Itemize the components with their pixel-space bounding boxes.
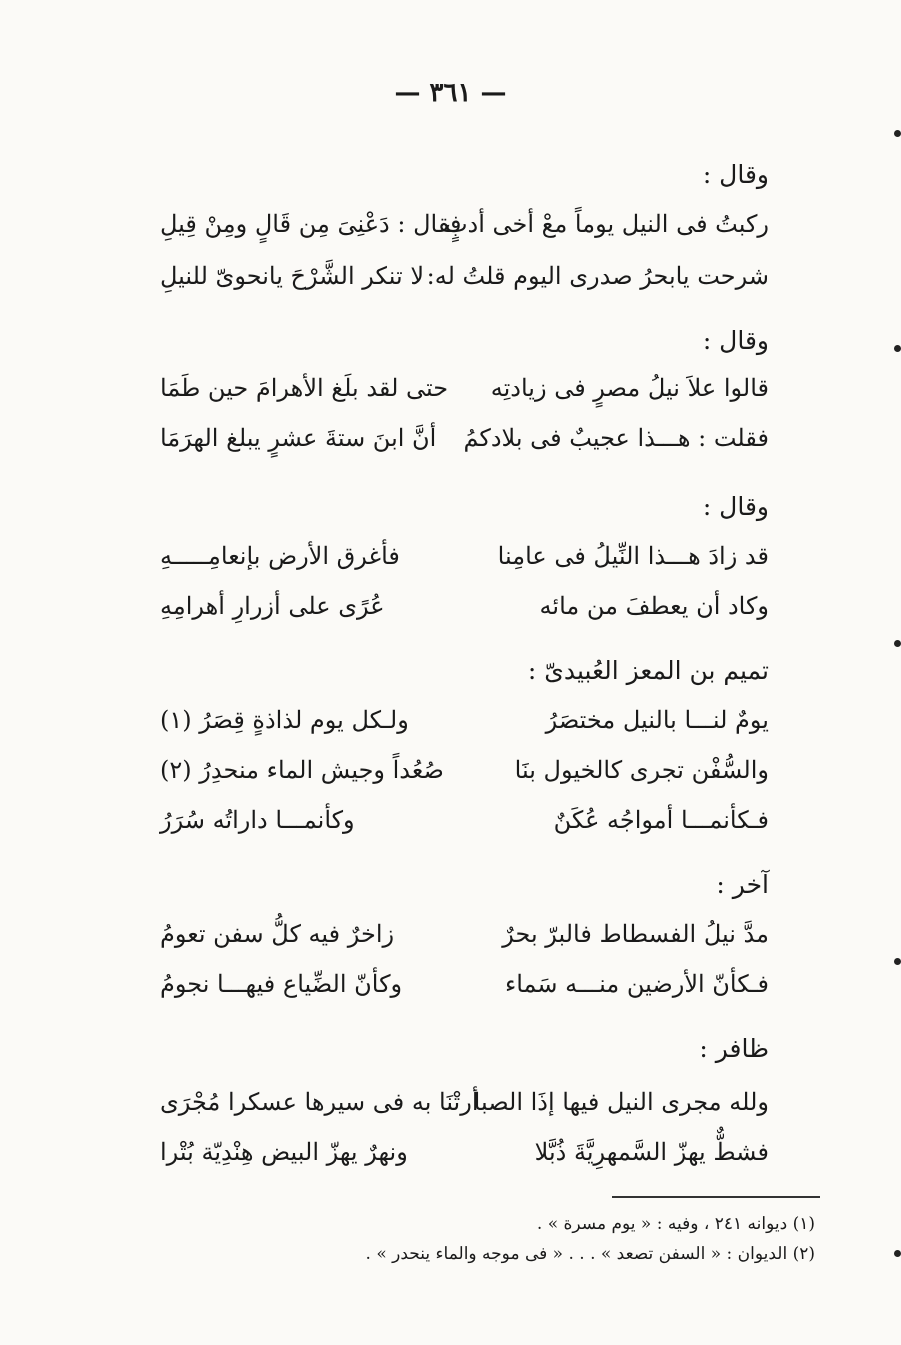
verse — [160, 542, 769, 582]
page-speck — [894, 345, 901, 352]
verse-second-hemistich: وكأنّ الضِّياع فيهـــا نجومُ — [160, 970, 403, 998]
page-number: — ٣٦١ — — [394, 78, 507, 108]
verse — [160, 424, 769, 464]
verse-second-hemistich: فقال : دَعْنِىَ مِن قَالٍ ومِنْ قِيلِ — [160, 210, 462, 238]
verse-second-hemistich: زاخرٌ فيه كلُّ سفن تعومُ — [160, 920, 395, 948]
verse-second-hemistich: لا تنكر الشَّرْحَ يانحوىّ للنيلِ — [160, 262, 425, 290]
footnote: (١) ديوانه ٢٤١ ، وفيه : « يوم مسرة » . — [536, 1214, 815, 1234]
section-heading: ظافر : — [699, 1034, 769, 1063]
verse — [160, 262, 769, 302]
verse — [160, 374, 769, 414]
verse — [160, 706, 769, 746]
verse-first-hemistich: فقلت : هـــذا عجيبٌ فى بلادكمُ — [463, 424, 769, 452]
verse — [160, 592, 769, 632]
verse-second-hemistich: حتى لقد بلَغ الأهرامَ حين طَمَا — [160, 374, 449, 402]
verse-second-hemistich: ونهرٌ يهزّ البيض هِنْدِيّة بُتْرا — [160, 1138, 408, 1166]
verse-first-hemistich: فـكأنمـــا أمواجُه عُكَنٌ — [553, 806, 769, 834]
page-speck — [894, 640, 901, 647]
verse — [160, 806, 769, 846]
verse — [160, 756, 769, 796]
verse-second-hemistich: ولـكل يوم لذاذةٍ قِصَرُ (١) — [160, 706, 409, 734]
section-heading: وقال : — [702, 160, 769, 189]
verse-first-hemistich: ولله مجرى النيل فيها إذَا الصبا — [473, 1088, 769, 1116]
page-speck — [894, 1250, 901, 1257]
verse-second-hemistich: عُرًى على أزرارِ أهرامِهِ — [160, 592, 385, 620]
verse-first-hemistich: قد زادَ هـــذا النِّيلُ فى عامِنا — [497, 542, 769, 570]
verse — [160, 920, 769, 960]
verse-second-hemistich: فأغرق الأرض بإنعامِـــــهِ — [160, 542, 400, 570]
verse-first-hemistich: قالوا علاَ نيلُ مصرٍ فى زيادتِه — [490, 374, 769, 402]
page-speck — [894, 958, 901, 965]
verse — [160, 1088, 769, 1128]
footnote-rule — [612, 1196, 820, 1198]
verse-first-hemistich: ركبتُ فى النيل يوماً معْ أخى أدبٍ — [444, 210, 769, 238]
verse-second-hemistich: أنَّ ابنَ ستةَ عشرٍ يبلغ الهرَمَا — [160, 424, 437, 452]
section-heading: تميم بن المعز العُبيدىّ : — [527, 656, 769, 685]
verse-second-hemistich: صُعُداً وجيش الماء منحدِرُ (٢) — [160, 756, 444, 784]
section-heading: وقال : — [702, 326, 769, 355]
verse — [160, 1138, 769, 1178]
verse-first-hemistich: يومٌ لنـــا بالنيل مختصَرُ — [545, 706, 769, 734]
verse-first-hemistich: شرحت يابحرُ صدرى اليوم قلتُ له: — [426, 262, 769, 290]
verse-second-hemistich: وكأنمـــا داراتُه سُرَرُ — [160, 806, 355, 834]
verse — [160, 970, 769, 1010]
verse-second-hemistich: أرتْنَا به فى سيرها عسكرا مُجْرَى — [160, 1088, 479, 1116]
footnote: (٢) الديوان : « السفن تصعد » . . . « فى موجه والماء ينحدر » . — [365, 1244, 815, 1264]
verse-first-hemistich: فشطٌّ يهزّ السَّمهرِيَّةَ ذُبَّلا — [534, 1138, 769, 1166]
verse-first-hemistich: وكاد أن يعطفَ من مائه — [539, 592, 769, 620]
verse-first-hemistich: مدَّ نيلُ الفسطاط فالبرّ بحرٌ — [502, 920, 769, 948]
section-heading: وقال : — [702, 492, 769, 521]
verse — [160, 210, 769, 250]
section-heading: آخر : — [716, 870, 769, 899]
verse-first-hemistich: فـكأنّ الأرضين منـــه سَماء — [504, 970, 769, 998]
page-speck — [894, 130, 901, 137]
verse-first-hemistich: والسُّفْن تجرى كالخيول بنَا — [514, 756, 769, 784]
